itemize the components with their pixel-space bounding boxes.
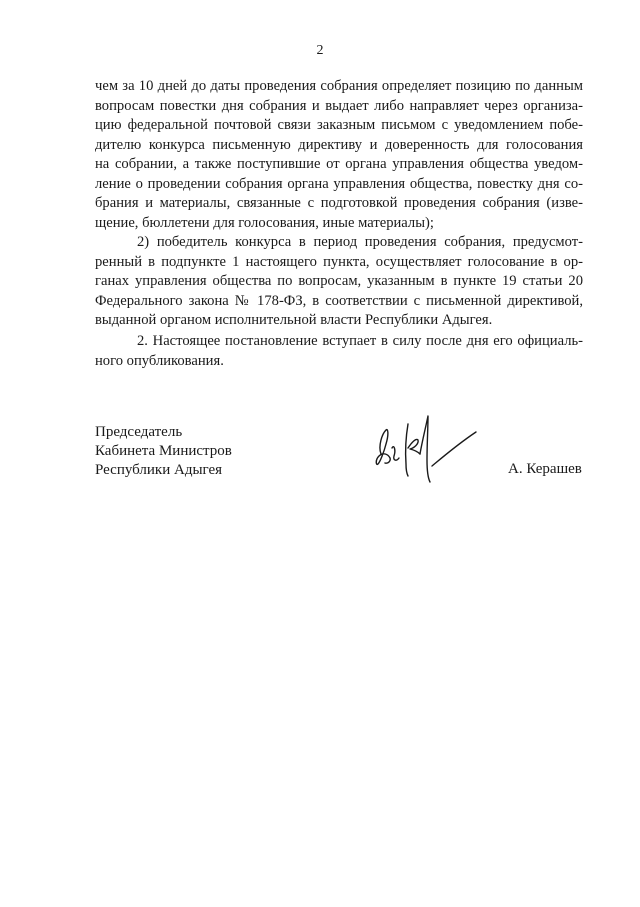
text-line: ного опубликования. bbox=[95, 352, 224, 369]
text-line: щение, бюллетени для голосования, иные материалы); bbox=[95, 214, 434, 231]
signer-title-line: Председатель bbox=[95, 424, 183, 440]
text-line: 2. Настоящее постановление вступает в силу после дня его официаль- bbox=[137, 333, 583, 349]
text-line: ление о проведении собрания органа управления общества, повестку дня со- bbox=[95, 175, 583, 192]
effective-date-paragraph bbox=[95, 332, 583, 371]
text-line: вопросам повестки дня собрания и выдает либо направляет через организа- bbox=[95, 97, 583, 114]
text-line: чем за 10 дней до даты проведения собрания определяет позицию по данным bbox=[95, 78, 583, 94]
text-line: 2) победитель конкурса в период проведения собрания, предусмот- bbox=[137, 234, 583, 250]
text-line: брания и материалы, связанные с подготовкой проведения собрания (изве- bbox=[95, 195, 583, 211]
signer-name: А. Керашев bbox=[508, 461, 582, 477]
handwritten-signature bbox=[372, 404, 482, 494]
text-line: цию федеральной почтовой связи заказным письмом с уведомлением побе- bbox=[95, 117, 583, 133]
main-text bbox=[95, 77, 583, 331]
signer-title-line: Кабинета Министров bbox=[95, 443, 232, 459]
text-line: ренный в подпункте 1 настоящего пункта, осуществляет голосование в ор- bbox=[95, 253, 583, 270]
text-line: выданной органом исполнительной власти Республики Адыгея. bbox=[95, 312, 493, 328]
text-line: дителю конкурса письменную директиву и доверенность для голосования bbox=[95, 136, 583, 153]
text-line: Федерального закона № 178-ФЗ, в соответствии с письменной директивой, bbox=[95, 292, 583, 309]
signer-title bbox=[95, 423, 232, 480]
page-number: 2 bbox=[316, 43, 324, 58]
text-line: на собрании, а также поступившие от органа управления общества уведом- bbox=[95, 156, 583, 172]
signer-title-line: Республики Адыгея bbox=[95, 462, 223, 478]
text-line: ганах управления общества по вопросам, указанным в пункте 19 статьи 20 bbox=[95, 273, 583, 289]
